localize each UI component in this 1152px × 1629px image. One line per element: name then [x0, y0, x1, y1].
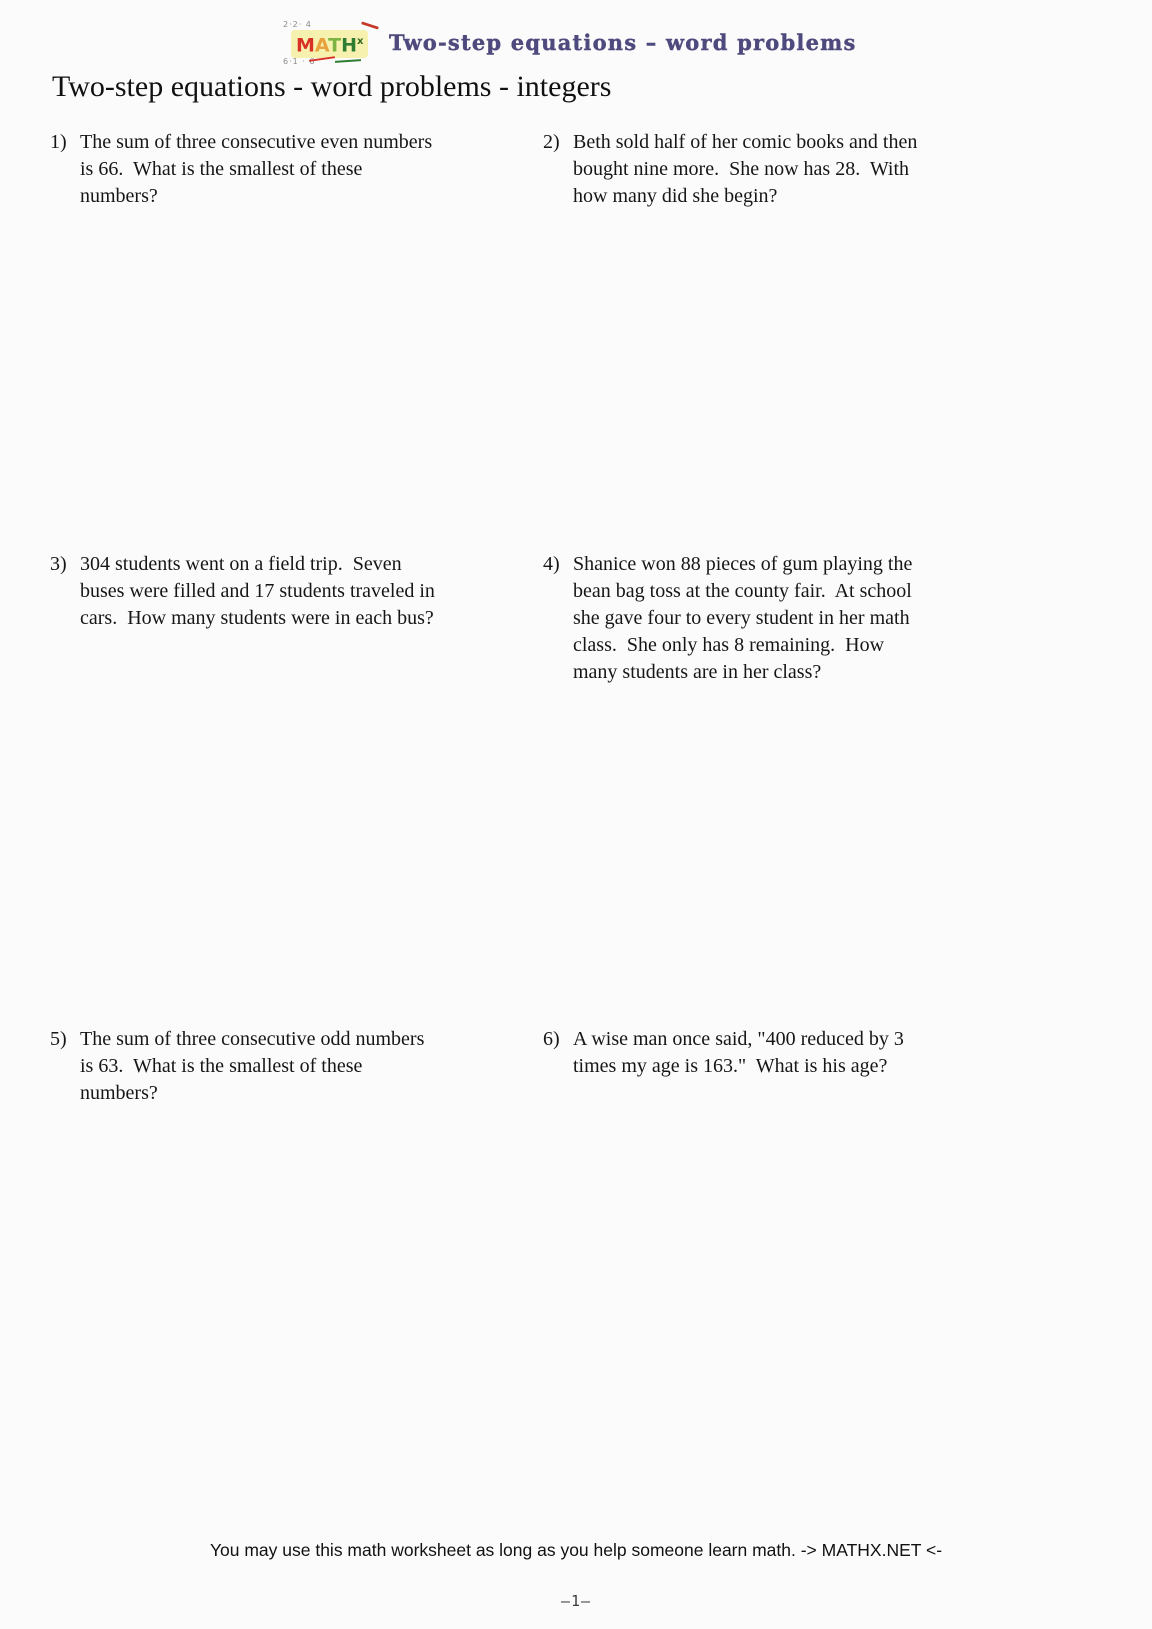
logo-scribble-bottom: 6·1 · 6 [283, 57, 316, 66]
problem-text-line: times my age is 163." What is his age? [573, 1055, 888, 1077]
problem-number: 4) [543, 553, 560, 575]
problem-number: 1) [50, 131, 67, 153]
problem-text-line: she gave four to every student in her math [573, 607, 910, 629]
problem-text-line: buses were filled and 17 students traveled in [80, 580, 435, 602]
logo-letter-h: H [341, 34, 358, 57]
header-title: Two-step equations – word problems [389, 29, 857, 55]
problem-text-line: cars. How many students were in each bus? [80, 607, 434, 629]
problem-text [573, 551, 993, 686]
logo-superscript-x: x [357, 36, 364, 47]
problem-6 [543, 1026, 993, 1080]
problem-text-line: Shanice won 88 pieces of gum playing the [573, 553, 913, 575]
problem-text-line: The sum of three consecutive odd numbers [80, 1028, 425, 1050]
page-number: –1– [560, 1592, 592, 1610]
problem-text-line: numbers? [80, 1082, 158, 1104]
problem-2 [543, 129, 993, 210]
logo-letter-t: T [328, 34, 342, 57]
problem-text [80, 551, 530, 632]
problem-4 [543, 551, 993, 686]
problem-text-line: is 63. What is the smallest of these [80, 1055, 363, 1077]
problem-5 [50, 1026, 520, 1107]
mathx-logo-wordmark [291, 30, 368, 58]
problem-1 [50, 129, 520, 210]
problem-text-line: numbers? [80, 185, 158, 207]
problem-text [80, 129, 520, 210]
mathx-logo [283, 18, 375, 66]
problem-3 [50, 551, 530, 632]
problem-text-line: many students are in her class? [573, 661, 822, 683]
logo-scribble-top: 2·2· 4 [283, 20, 312, 29]
problem-number: 5) [50, 1028, 67, 1050]
problem-text [573, 1026, 993, 1080]
worksheet-header [283, 18, 857, 66]
problem-text-line: bean bag toss at the county fair. At school [573, 580, 912, 602]
problem-number: 3) [50, 553, 67, 575]
problem-text-line: 304 students went on a field trip. Seven [80, 553, 402, 575]
page-title: Two-step equations - word problems - integers [52, 70, 612, 103]
problem-text-line: bought nine more. She now has 28. With [573, 158, 910, 180]
problem-text [573, 129, 993, 210]
problem-number: 6) [543, 1028, 560, 1050]
problem-number: 2) [543, 131, 560, 153]
problem-text [80, 1026, 520, 1107]
logo-red-doodle [361, 21, 379, 29]
logo-letter-m: M [296, 34, 315, 57]
logo-green-stroke [335, 59, 361, 63]
problem-text-line: The sum of three consecutive even numbers [80, 131, 433, 153]
problem-text-line: is 66. What is the smallest of these [80, 158, 363, 180]
problem-text-line: class. She only has 8 remaining. How [573, 634, 885, 656]
footer-usage-note: You may use this math worksheet as long as you help someone learn math. -> MATHX.NET <- [209, 1540, 943, 1560]
logo-letter-a: A [314, 34, 329, 57]
problem-text-line: A wise man once said, "400 reduced by 3 [573, 1028, 904, 1050]
problem-text-line: Beth sold half of her comic books and then [573, 131, 918, 153]
problem-text-line: how many did she begin? [573, 185, 778, 207]
